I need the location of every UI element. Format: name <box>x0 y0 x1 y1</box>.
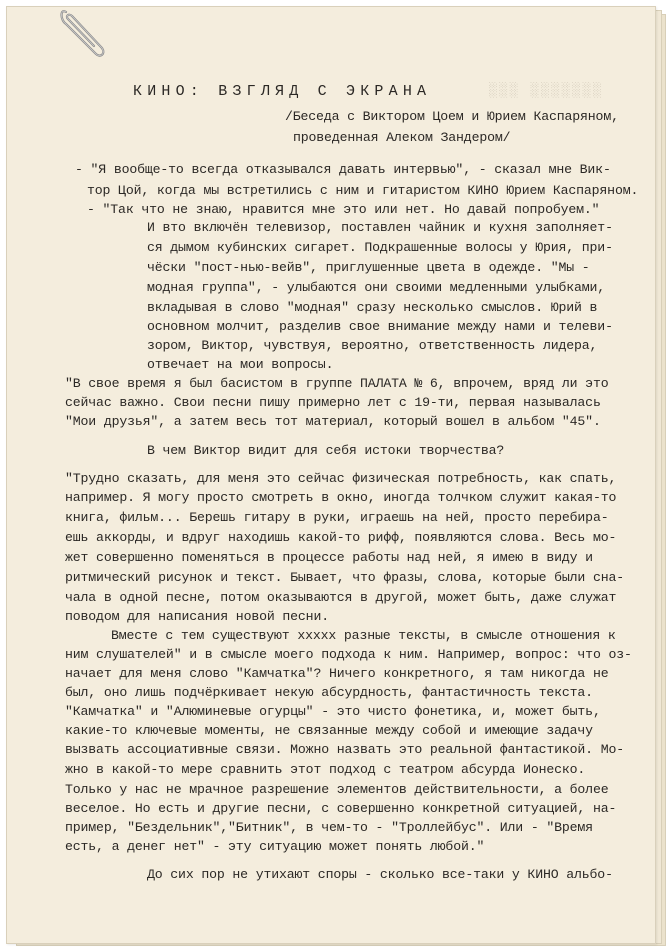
paragraph-5-line: был, оно лишь подчёркивает некую абсурдность, фантастичность текста. <box>65 685 593 700</box>
paragraph-4-line: книга, фильм... Берешь гитару в руки, играешь на ней, просто перебира- <box>65 510 609 525</box>
paperclip-icon <box>56 4 108 60</box>
paragraph-4-line: например. Я могу просто смотреть в окно, иногда толчком служит какая-то <box>65 490 617 505</box>
interviewer-question: В чем Виктор видит для себя истоки творчества? <box>147 443 505 458</box>
paragraph-4-line: поводом для написания новой песни. <box>65 609 329 624</box>
paragraph-5-line: ним слушателей" и в смысле моего подхода к ним. Например, вопрос: что оз- <box>65 647 632 662</box>
paragraph-4-line: "Трудно сказать, для меня это сейчас физическая потребность, как спать, <box>65 471 617 486</box>
paragraph-2-line: вкладывая в слово "модная" сразу несколько смыслов. Юрий в <box>147 300 598 315</box>
paragraph-5-line: вызвать ассоциативные связи. Можно назвать это реальной фантастикой. Мо- <box>65 742 624 757</box>
paragraph-5-line: "Камчатка" и "Алюминевые огурцы" - это чисто фонетика, и, может быть, <box>65 704 601 719</box>
paragraph-2-line: основном молчит, разделив свое внимание между нами и телеви- <box>147 319 613 334</box>
paragraph-2-line: И вто включён телевизор, поставлен чайник и кухня заполняет- <box>147 220 613 235</box>
subtitle-line-2: проведенная Алеком Зандером/ <box>293 130 511 145</box>
paragraph-4-line: ешь аккорды, и вдруг находишь какой-то рифф, появляются слова. Весь мо- <box>65 530 617 545</box>
paragraph-2-line: ся дымом кубинских сигарет. Подкрашенные волосы у Юрия, при- <box>147 240 613 255</box>
paragraph-5-line: веселое. Но есть и другие песни, с совершенно конкретной ситуацией, на- <box>65 801 617 816</box>
paragraph-4-line: чала в одной песне, потом оказываются в другой, может быть, даже служат <box>65 590 617 605</box>
paragraph-6-line: До сих пор не утихают споры - сколько все-таки у КИНО альбо- <box>147 867 613 882</box>
paragraph-5-line: жно в какой-то мере сравнить этот подход с театром абсурда Ионеско. <box>65 762 586 777</box>
subtitle-line-1: /Беседа с Виктором Цоем и Юрием Каспаряном, <box>285 109 619 124</box>
paragraph-5-line: начает для меня слово "Камчатка"? Ничего конкретного, я там никогда не <box>65 666 609 681</box>
paragraph-5-line: Только у нас не мрачное разрешение элементов действительности, а более <box>65 782 609 797</box>
paragraph-1-line: - "Я вообще-то всегда отказывался давать интервью", - сказал мне Вик- <box>75 162 611 177</box>
document-title: КИНО: ВЗГЛЯД С ЭКРАНА <box>133 83 432 100</box>
paragraph-1-line: - "Так что не знаю, нравится мне это или нет. Но давай попробуем." <box>87 202 600 217</box>
paragraph-4-line: ритмический рисунок и текст. Бывает, что фразы, слова, которые были сна- <box>65 570 624 585</box>
paragraph-5-line: Вместе с тем существуют xxxxx разные тексты, в смысле отношения к <box>111 628 616 643</box>
paragraph-2-line: чёски "пост-нью-вейв", приглушенные цвета в одежде. "Мы - <box>147 260 590 275</box>
paragraph-5-line: какие-то ключевые моменты, не связанные между собой и имеющие задачу <box>65 723 593 738</box>
paragraph-3-line: "Мои друзья", а затем весь тот материал, который вошел в альбом "45". <box>65 414 601 429</box>
typewritten-page <box>6 6 656 944</box>
show-through-text: ░░░ ░░░░░░░ <box>489 83 604 99</box>
paragraph-2-line: зором, Виктор, чувствуя, вероятно, ответственность лидера, <box>147 338 598 353</box>
paragraph-4-line: жет совершенно поменяться в процессе работы над ней, я имею в виду и <box>65 550 593 565</box>
paragraph-2-line: отвечает на мои вопросы. <box>147 357 334 372</box>
paragraph-5-line: пример, "Бездельник","Битник", в чем-то - "Троллейбус". Или - "Время <box>65 820 593 835</box>
paragraph-3-line: "В свое время я был басистом в группе ПАЛАТА № 6, впрочем, вряд ли это <box>65 376 609 391</box>
paragraph-5-line: есть, а денег нет" - эту ситуацию может понять любой." <box>65 839 485 854</box>
paragraph-2-line: модная группа", - улыбаются они своими медленными улыбками, <box>147 280 606 295</box>
paragraph-3-line: сейчас важно. Свои песни пишу примерно лет с 19-ти, первая называлась <box>65 395 601 410</box>
paragraph-1-line: тор Цой, когда мы встретились с ним и гитаристом КИНО Юрием Каспаряном. <box>87 183 639 198</box>
